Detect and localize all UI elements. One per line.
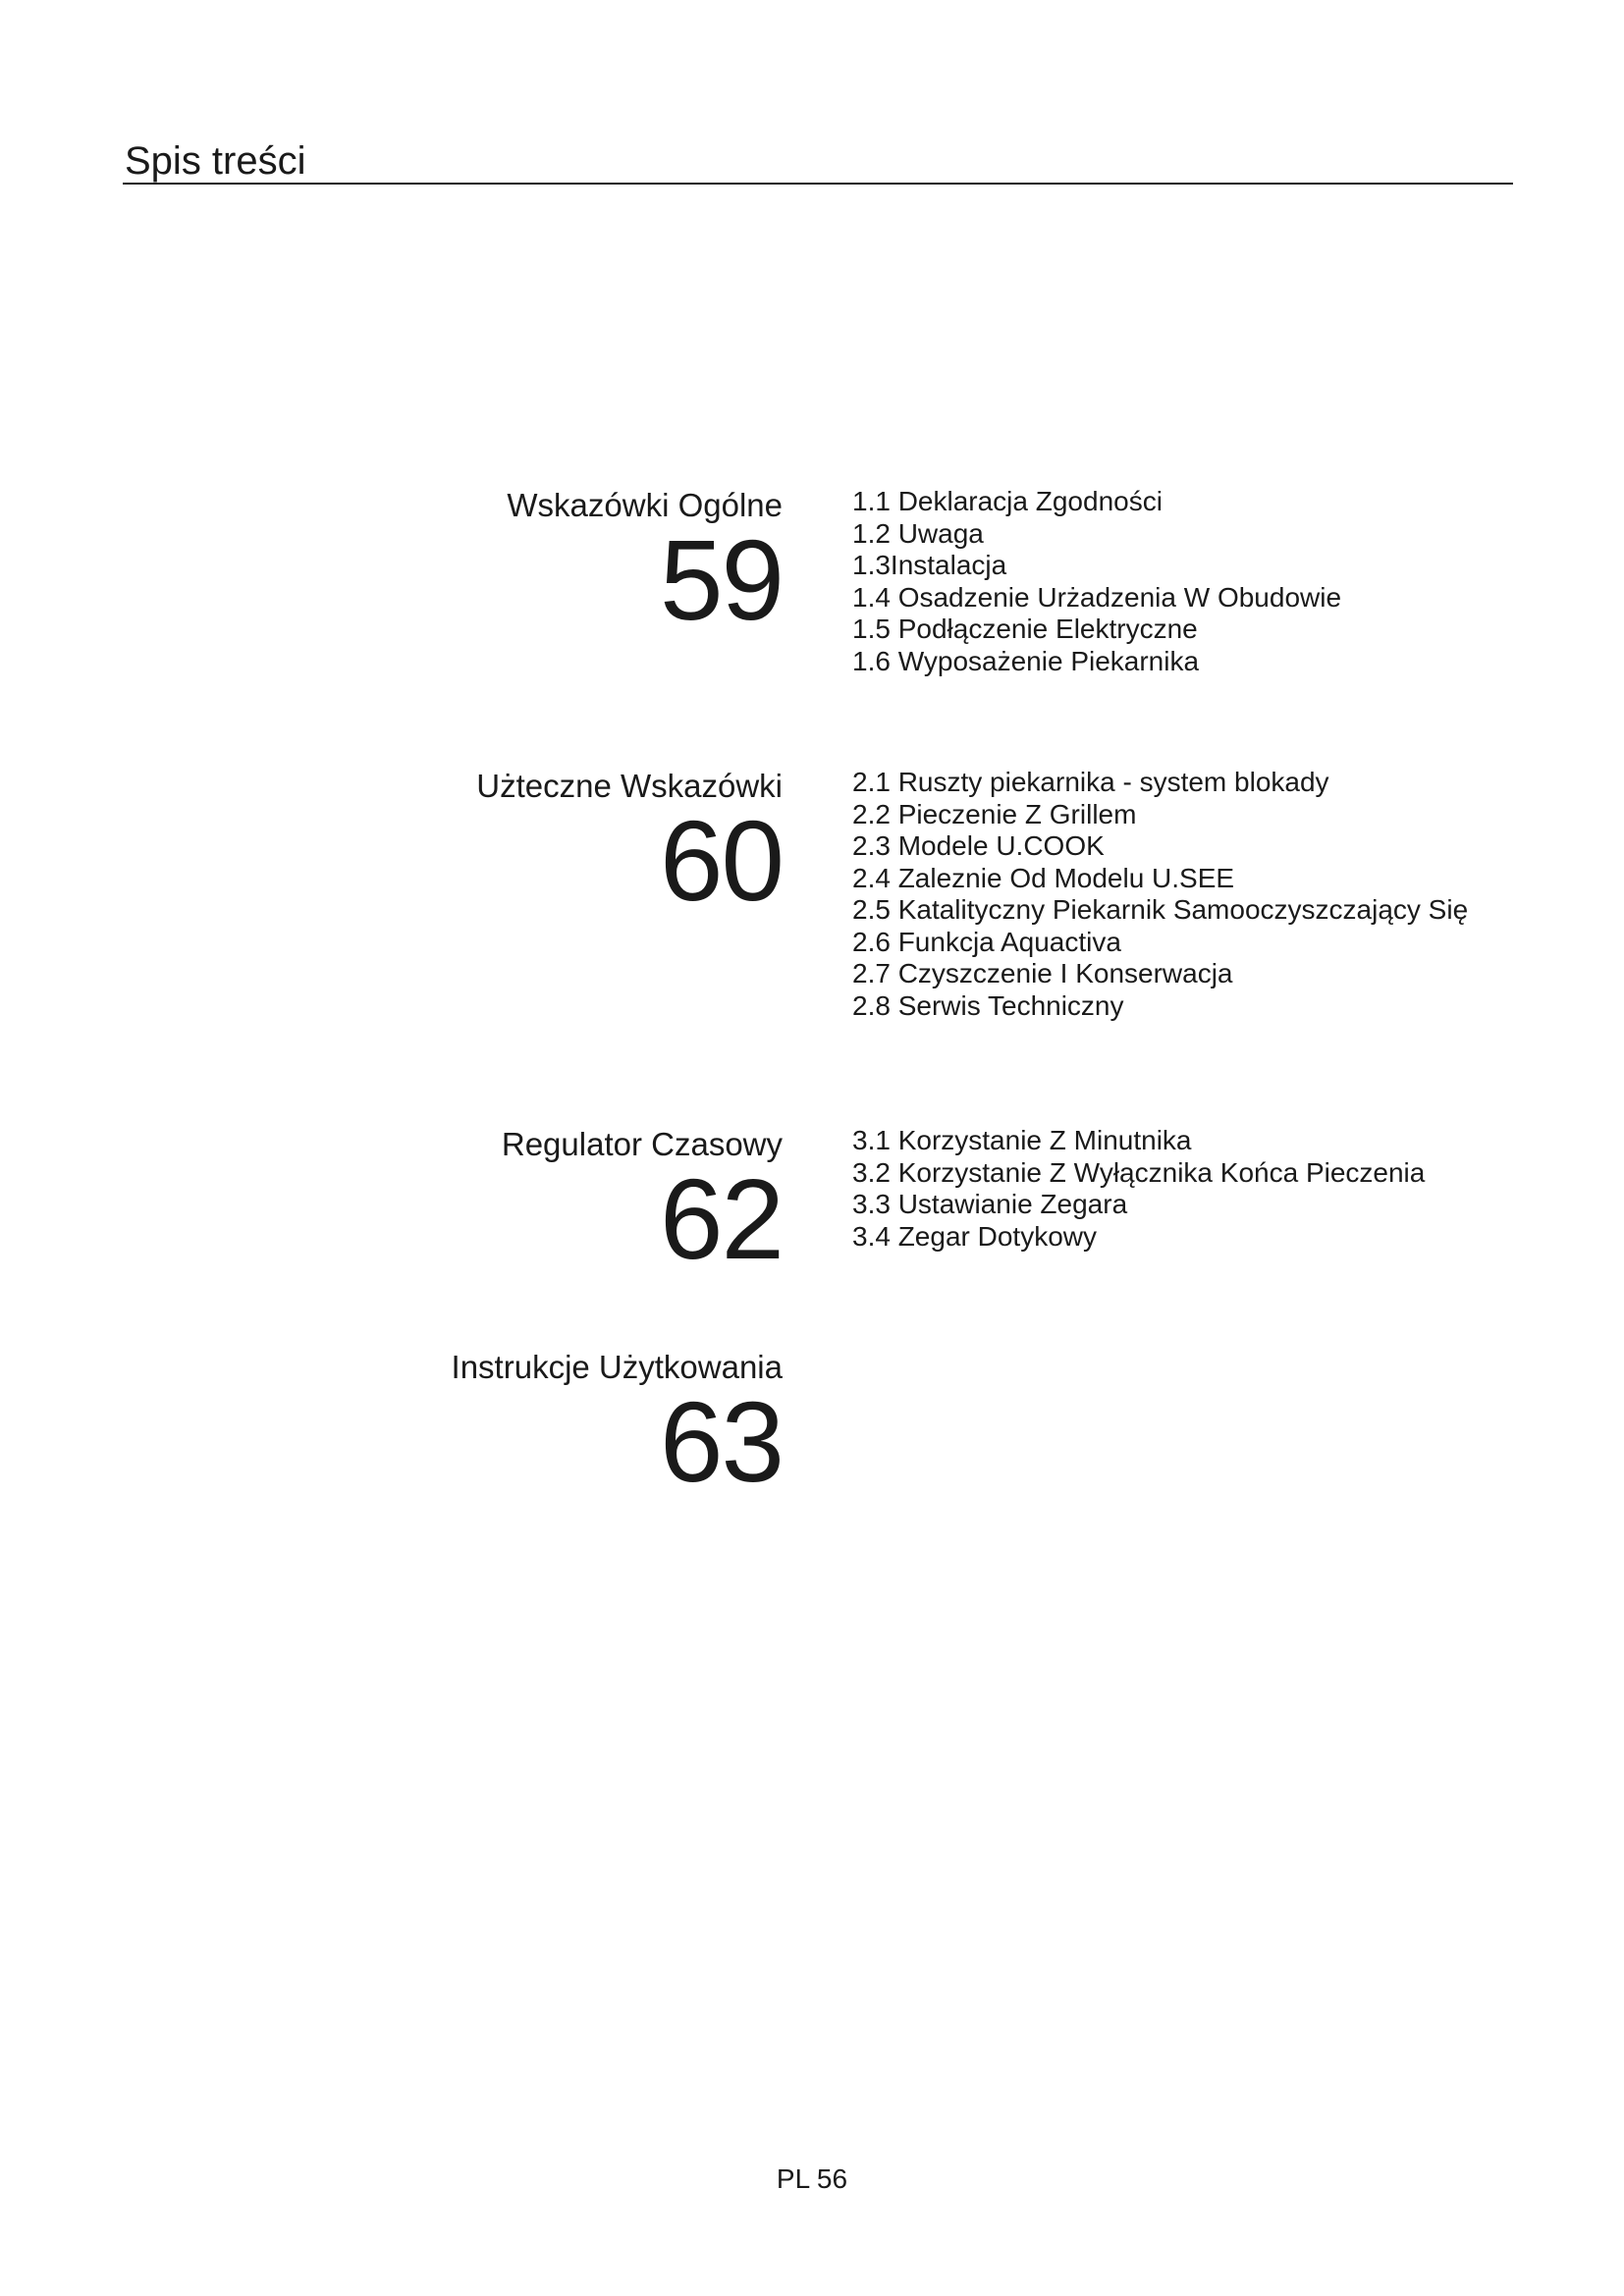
section-page-number: 63 [659, 1378, 783, 1506]
toc-entry: 1.3Instalacja [852, 550, 1007, 580]
toc-entry: 3.2 Korzystanie Z Wyłącznika Końca Pieczenia [852, 1156, 1426, 1188]
toc-entry: 1.1 Deklaracja Zgodności [852, 486, 1163, 516]
toc-entry: 2.2 Pieczenie Z Grillem [852, 798, 1137, 829]
page-number-label: PL 56 [776, 2163, 848, 2194]
section-title: Instrukcje Użytkowania [451, 1349, 783, 1385]
section-title: Regulator Czasowy [501, 1126, 783, 1162]
section-item-list [852, 767, 1468, 1022]
toc-entry: 2.8 Serwis Techniczny [852, 989, 1124, 1021]
toc-entry: 3.4 Zegar Dotykowy [852, 1220, 1097, 1252]
section-heading-block [476, 767, 783, 925]
section-item-list [852, 486, 1341, 677]
section-title: Użteczne Wskazówki [476, 768, 783, 804]
section-title: Wskazówki Ogólne [507, 487, 783, 523]
toc-entry: 1.4 Osadzenie Urżadzenia W Obudowie [852, 581, 1342, 613]
toc-entry: 3.3 Ustawianie Zegara [852, 1189, 1128, 1219]
page-footer [0, 2163, 1624, 2195]
page-header [123, 128, 1513, 185]
toc-entry: 1.6 Wyposażenie Piekarnika [852, 645, 1200, 676]
section-item-list [852, 1125, 1425, 1253]
section-page-number: 62 [659, 1155, 783, 1283]
toc-entry: 2.4 Zaleznie Od Modelu U.SEE [852, 862, 1235, 893]
toc-entry: 2.3 Modele U.COOK [852, 830, 1105, 861]
section-page-number: 59 [659, 516, 783, 644]
toc-entry: 1.5 Podłączenie Elektryczne [852, 614, 1198, 644]
section-heading-block [451, 1348, 783, 1506]
page-title: Spis treści [125, 139, 306, 183]
toc-entry: 1.2 Uwaga [852, 517, 984, 549]
toc-entry: 3.1 Korzystanie Z Minutnika [852, 1125, 1192, 1155]
section-heading-block [507, 486, 783, 644]
toc-entry: 2.5 Katalityczny Piekarnik Samooczyszczający Się [852, 894, 1469, 925]
toc-entry: 2.6 Funkcja Aquactiva [852, 926, 1121, 957]
toc-entry: 2.1 Ruszty piekarnika - system blokady [852, 767, 1329, 797]
toc-entry: 2.7 Czyszczenie I Konserwacja [852, 958, 1233, 988]
section-heading-block [501, 1125, 783, 1283]
section-page-number: 60 [659, 797, 783, 925]
